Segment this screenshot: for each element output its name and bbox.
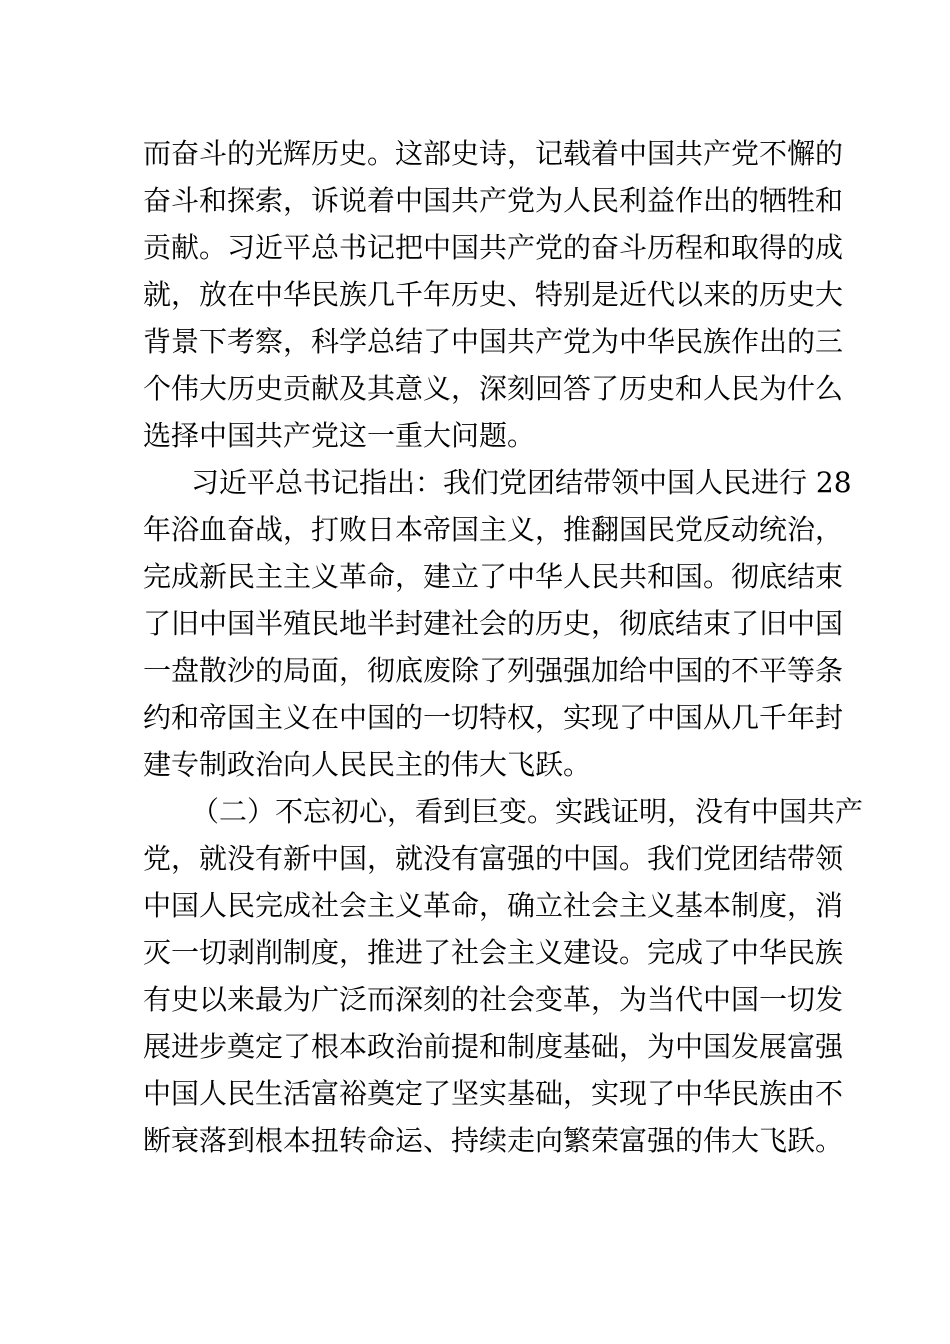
text-line: 中国人民完成社会主义革命，确立社会主义基本制度，消 [143, 889, 844, 922]
text-line: 中国人民生活富裕奠定了坚实基础，实现了中华民族由不 [143, 1077, 844, 1110]
paragraph-2 [143, 459, 852, 788]
text-line: （二）不忘初心，看到巨变。实践证明，没有中国共产 [191, 795, 864, 828]
document-body [143, 130, 864, 1164]
text-line: 断衰落到根本扭转命运、持续走向繁荣富强的伟大飞跃。 [143, 1124, 844, 1157]
text-line: 就，放在中华民族几千年历史、特别是近代以来的历史大 [143, 278, 844, 311]
text-line: 了旧中国半殖民地半封建社会的历史，彻底结束了旧中国 [143, 607, 844, 640]
text-line: 建专制政治向人民民主的伟大飞跃。 [143, 748, 592, 781]
text-line: 一盘散沙的局面，彻底废除了列强强加给中国的不平等条 [143, 654, 844, 687]
text-line: 约和帝国主义在中国的一切特权，实现了中国从几千年封 [143, 701, 844, 734]
text-line: 个伟大历史贡献及其意义，深刻回答了历史和人民为什么 [143, 372, 844, 405]
text-line: 选择中国共产党这一重大问题。 [143, 419, 536, 452]
text-line: 展进步奠定了根本政治前提和制度基础，为中国发展富强 [143, 1030, 844, 1063]
paragraph-3 [143, 788, 864, 1164]
text-line: 而奋斗的光辉历史。这部史诗，记载着中国共产党不懈的 [143, 137, 844, 170]
text-line: 有史以来最为广泛而深刻的社会变革，为当代中国一切发 [143, 983, 844, 1016]
text-line: 习近平总书记指出：我们党团结带领中国人民进行 28 [191, 466, 852, 499]
paragraph-1 [143, 130, 844, 459]
text-line: 党，就没有新中国，就没有富强的中国。我们党团结带领 [143, 842, 844, 875]
text-line: 奋斗和探索，诉说着中国共产党为人民利益作出的牺牲和 [143, 184, 844, 217]
text-line: 完成新民主主义革命，建立了中华人民共和国。彻底结束 [143, 560, 844, 593]
text-line: 灭一切剥削制度，推进了社会主义建设。完成了中华民族 [143, 936, 844, 969]
text-line: 年浴血奋战，打败日本帝国主义，推翻国民党反动统治， [143, 513, 844, 546]
text-line: 背景下考察，科学总结了中国共产党为中华民族作出的三 [143, 325, 844, 358]
text-line: 贡献。习近平总书记把中国共产党的奋斗历程和取得的成 [143, 231, 844, 264]
